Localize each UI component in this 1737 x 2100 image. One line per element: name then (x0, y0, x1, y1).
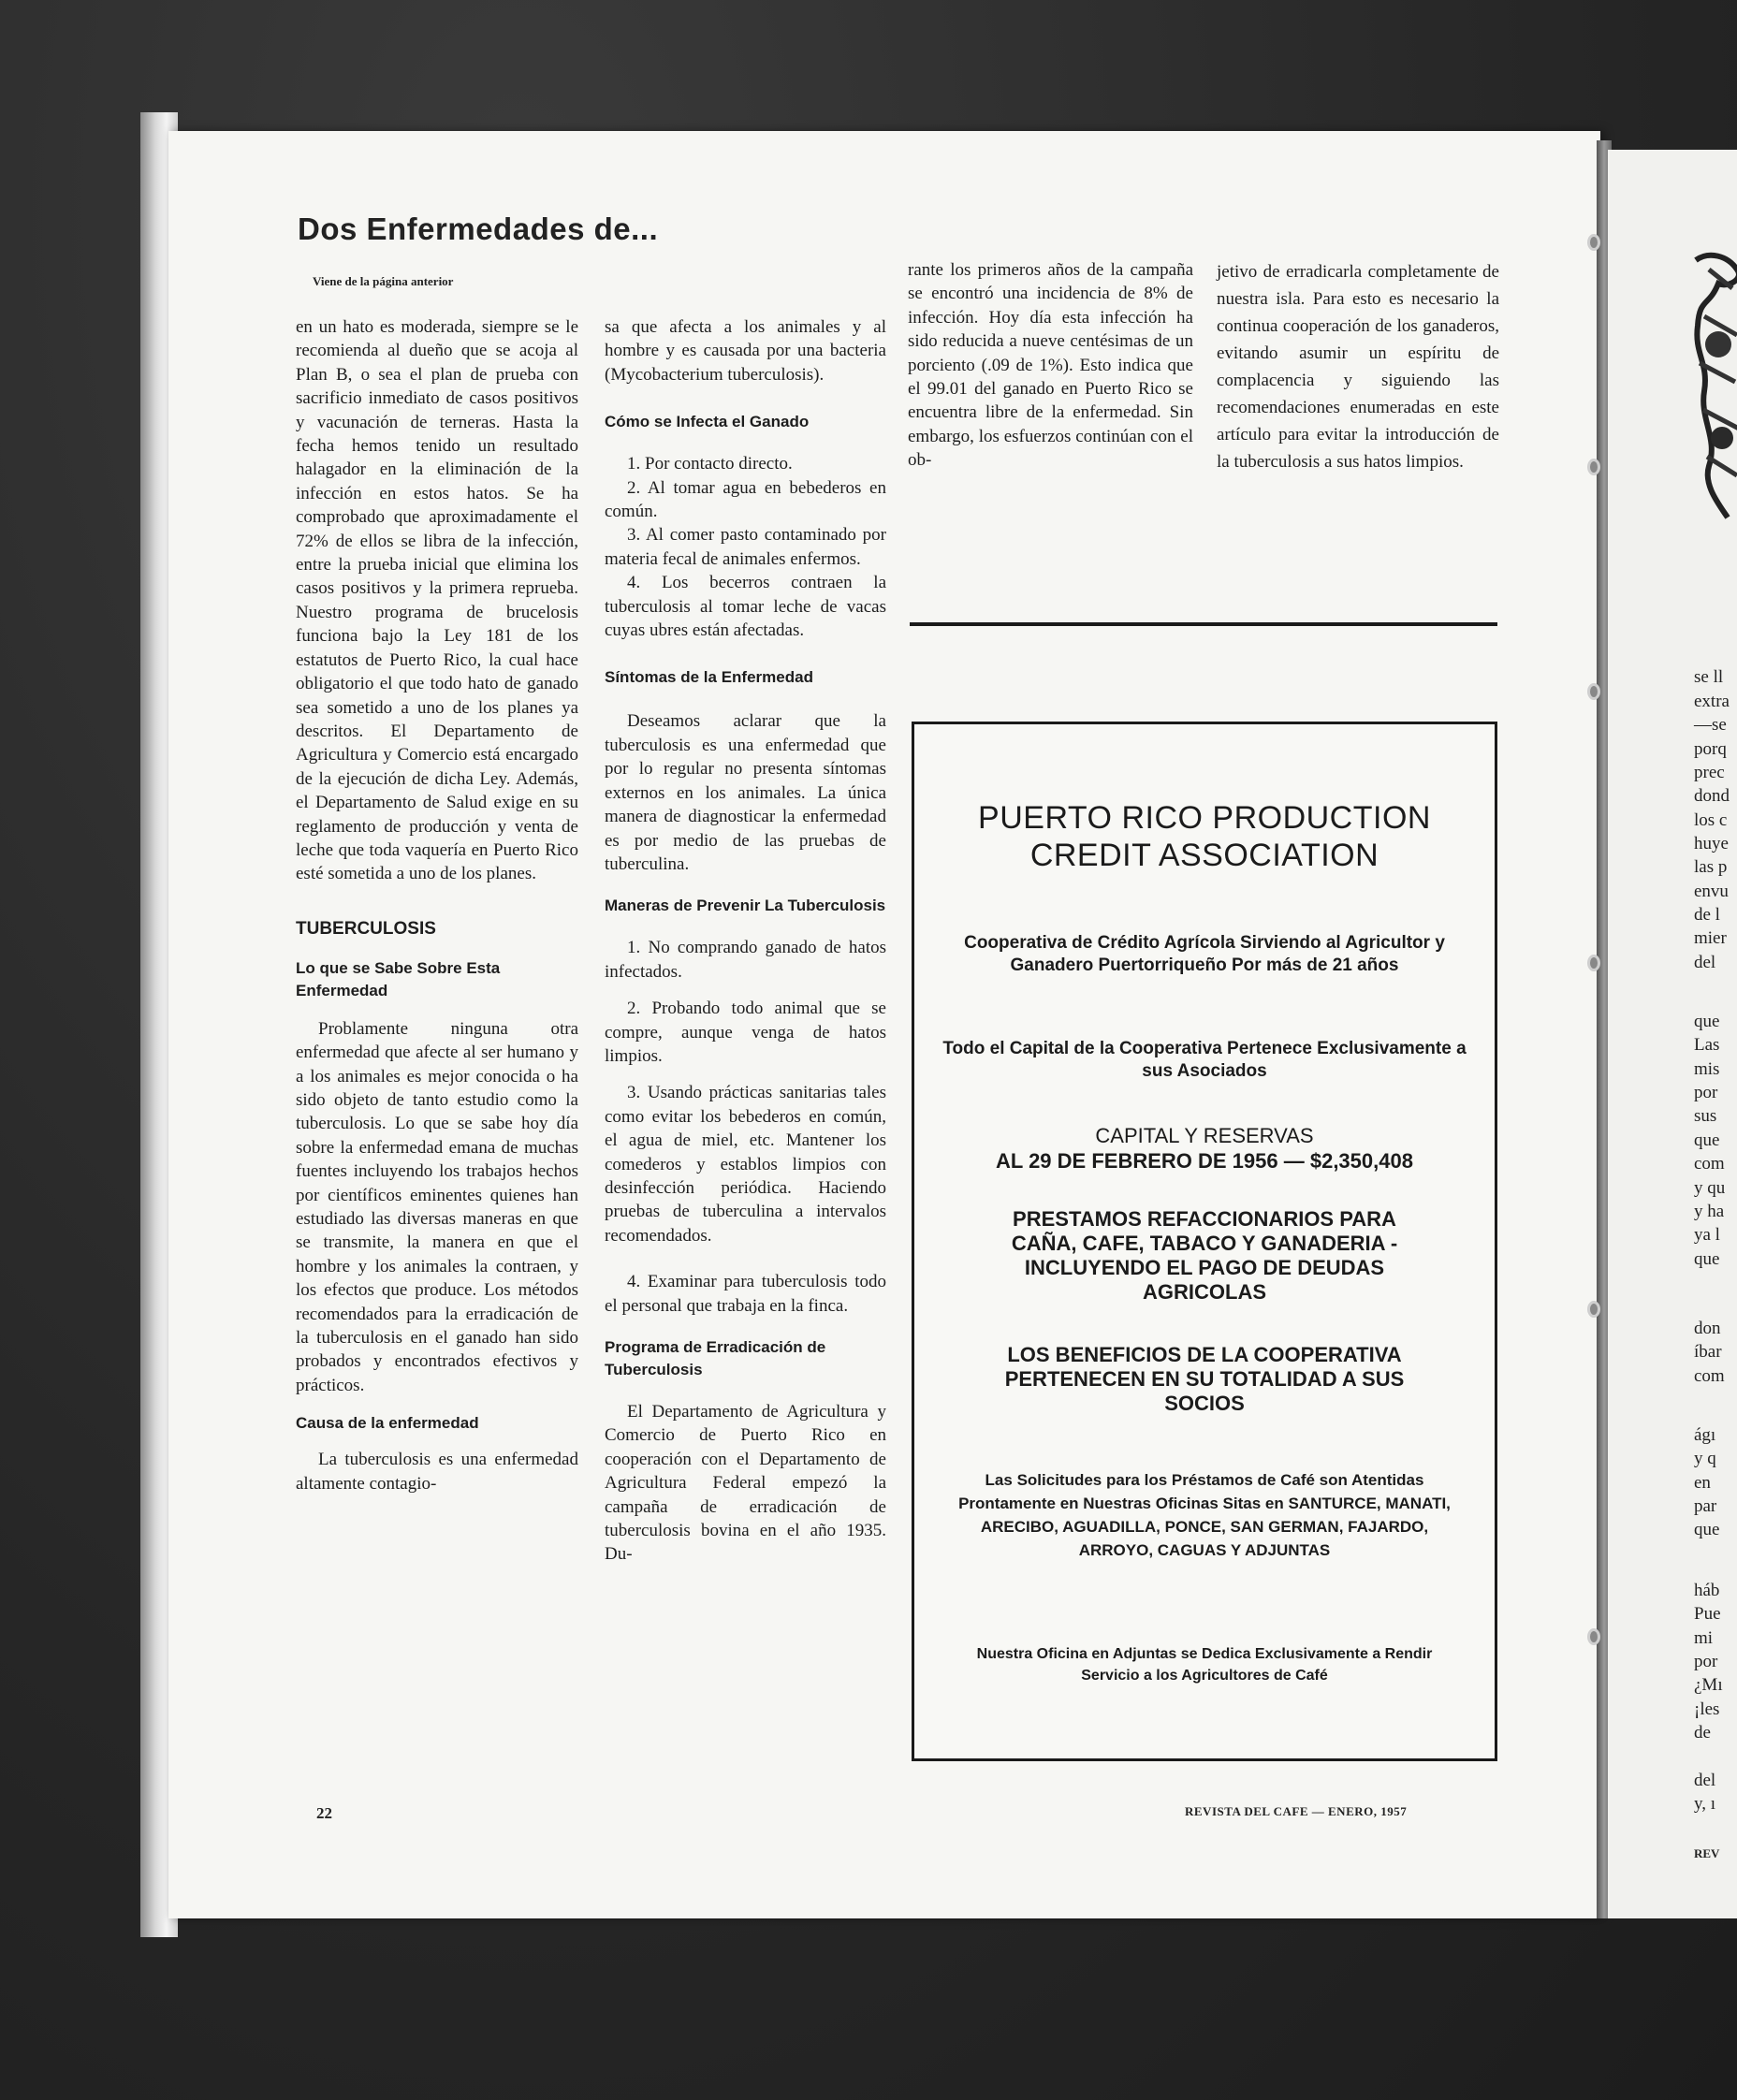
engraving-illustration (1690, 251, 1737, 522)
next-page-line: que (1694, 1520, 1720, 1539)
paragraph: El Departamento de Agricultura y Comercio de Puerto Rico en cooperación con el Departamento de Agricultura Federal empezó la campaña de erradicación de tuberculosis bovina en el año 1935. Du- (605, 1402, 886, 1565)
next-page-line: ya l (1694, 1225, 1720, 1245)
article-title: Dos Enfermedades de... (298, 211, 659, 246)
next-page-line: com (1694, 1366, 1725, 1386)
text-column-4 (1217, 258, 1499, 475)
next-page-line: don (1694, 1319, 1721, 1338)
list-item: 4. Los becerros contraen la tuberculosis al tomar leche de vacas cuyas ubres están afectadas. (605, 573, 886, 641)
running-footer: REVISTA DEL CAFE — ENERO, 1957 (1185, 1804, 1408, 1818)
next-page-line: y q (1694, 1449, 1716, 1468)
ad-loans: PRESTAMOS REFACCIONARIOS PARA CAÑA, CAFE, TABACO Y GANADERIA - INCLUYENDO EL PAGO DE DEUDAS AGRICOLAS (1011, 1207, 1398, 1304)
list-item: 3. Al comer pasto contaminado por materia fecal de animales enfermos. (605, 525, 886, 569)
list-item: 3. Usando prácticas sanitarias tales como evitar los bebederos en común, el agua de miel, etc. Mantener los comederos y establos limpios con desinfección periódica. Haciendo pruebas de tuberculina a intervalos recomendados. (605, 1083, 886, 1246)
text-column-3 (908, 258, 1193, 473)
section-heading: TUBERCULOSIS (296, 918, 436, 939)
next-page-line: de (1694, 1723, 1711, 1743)
next-page-line: del (1694, 1771, 1716, 1790)
next-page-line: las p (1694, 857, 1728, 877)
section-heading: Cómo se Infecta el Ganado (605, 413, 810, 431)
paragraph: jetivo de erradicarla completamente de nuestra isla. Para esto es necesario la continua cooperación de los ganaderos, evitando asumir un espíritu de complacencia y siguiendo las recomendaciones enumeradas en este artículo para evitar la introducción de la tuberculosis a sus hatos limpios. (1217, 262, 1499, 472)
next-page-line: que (1694, 1249, 1720, 1269)
binding-ring (1587, 683, 1600, 700)
binding-ring (1587, 1628, 1600, 1645)
text-column-1 (296, 315, 578, 1495)
list-item: 1. Por contacto directo. (627, 454, 793, 474)
next-page-line: y, ı (1694, 1794, 1716, 1814)
binding-ring (1587, 955, 1600, 971)
list-item: 2. Probando todo animal que se compre, aunque venga de hatos limpios. (605, 999, 886, 1066)
next-page-line: ¿Mı (1694, 1675, 1723, 1695)
next-page-line: mi (1694, 1628, 1714, 1648)
next-page-line: que (1694, 1012, 1720, 1031)
ad-title-line: CREDIT ASSOCIATION (1029, 838, 1379, 873)
list-item: 1. No comprando ganado de hatos infectados. (605, 938, 886, 982)
next-page-line: porq (1694, 739, 1727, 759)
ad-title (914, 799, 1495, 874)
ad-capital-heading: CAPITAL Y RESERVAS (1095, 1124, 1314, 1147)
next-page-line: —se (1694, 715, 1727, 735)
next-page-line: Las (1694, 1035, 1720, 1055)
binding-ring (1587, 234, 1600, 251)
next-page-line: com (1694, 1154, 1725, 1174)
next-page-line: ágı (1694, 1425, 1716, 1445)
ad-adjuntas-note: Nuestra Oficina en Adjuntas se Dedica Exclusivamente a Rendir Servicio a los Agricultores de Café (976, 1646, 1433, 1684)
next-page-line: en (1694, 1473, 1711, 1493)
next-page-line: mier (1694, 928, 1727, 948)
section-heading: Maneras de Prevenir La Tuberculosis (605, 897, 886, 915)
next-page-line: dond (1694, 786, 1730, 806)
next-page-line: ¡les (1694, 1699, 1720, 1719)
text-column-2 (605, 315, 886, 1567)
ad-tagline: Cooperativa de Crédito Agrícola Sirviendo al Agricultor y Ganadero Puertorriqueño Por más de 21 años (964, 933, 1445, 975)
section-heading: Causa de la enfermedad (296, 1414, 479, 1433)
ad-offices: Las Solicitudes para los Préstamos de Café son Atentidas Prontamente en Nuestras Oficinas Sitas en SANTURCE, MANATI, ARECIBO, AGUADILLA, PONCE, SAN GERMAN, FAJARDO, ARROYO, CAGUAS Y ADJUNTAS (958, 1471, 1451, 1559)
next-page-line: que (1694, 1130, 1720, 1150)
horizontal-rule (910, 622, 1497, 626)
list-item: 4. Examinar para tuberculosis todo el personal que trabaja en la finca. (605, 1272, 886, 1316)
next-page-line: y ha (1694, 1202, 1725, 1221)
page-number: 22 (316, 1804, 332, 1822)
ad-capital-amount: AL 29 DE FEBRERO DE 1956 — $2,350,408 (996, 1149, 1413, 1173)
section-heading: Programa de Erradicación de Tuberculosis (605, 1338, 826, 1378)
paragraph: en un hato es moderada, siempre se le recomienda al dueño que se acoja al Plan B, o sea el plan de prueba con sacrificio inmediato de casos positivos y vacunación de terneras. Hasta la fecha hemos tenido un resultado halagador en la eliminación de la infección en estos hatos. Se ha comprobado que aproximadamente el 72% de ellos se libra de la infección, entre la prueba inicial que elimina los casos positivos y la primera reprueba. Nuestro programa de brucelosis funciona bajo la Ley 181 de los estatutos de Puerto Rico, la cual hace obligatorio el que todo hato de ganado sea sometido a uno de los planes ya descritos. El Departamento de Agricultura y Comercio está encargado de la ejecución de dicha Ley. Además, el Departamento de Salud exige en su reglamento de producción y venta de leche que toda vaquería en Puerto Rico esté sometida a uno de los planes. (296, 317, 578, 884)
paragraph: sa que afecta a los animales y al hombre y es causada por una bacteria (Mycobacterium tuberculosis). (605, 317, 886, 385)
next-page-line: extra (1694, 692, 1730, 711)
next-page-line: mis (1694, 1059, 1720, 1079)
ad-capital-reserves (933, 1123, 1476, 1174)
paragraph: Deseamos aclarar que la tuberculosis es una enfermedad que por lo regular no presenta síntomas externos en los animales. La única manera de diagnosticar la enfermedad es por medio de las pruebas de tuberculina. (605, 711, 886, 874)
paragraph: La tuberculosis es una enfermedad altamente contagio- (296, 1450, 578, 1494)
binding-ring (1587, 1301, 1600, 1318)
next-page-line: envu (1694, 882, 1729, 901)
next-page-line: íbar (1694, 1342, 1722, 1362)
next-page-line: par (1694, 1496, 1717, 1516)
list-item: 2. Al tomar agua en bebederos en común. (605, 477, 886, 522)
next-page-line: del (1694, 953, 1716, 972)
ad-capital-note: Todo el Capital de la Cooperativa Pertenece Exclusivamente a sus Asociados (942, 1039, 1467, 1081)
next-page-line: por (1694, 1083, 1718, 1102)
ad-benefits: LOS BENEFICIOS DE LA COOPERATIVA PERTENECEN EN SU TOTALIDAD A SUS SOCIOS (1004, 1343, 1405, 1415)
section-heading: Síntomas de la Enfermedad (605, 668, 813, 687)
next-page-line: se ll (1694, 667, 1724, 687)
paragraph: Problamente ninguna otra enfermedad que afecte al ser humano y a los animales es mejor conocida o ha sido objeto de tanto estudio como la tuberculosis. Lo que se sabe hoy día sobre la enfermedad emana de muchas fuentes incluyendo los trabajos hechos por científicos eminentes quienes han estudiado las diversas maneras en que se transmite, la manera en que el hombre y los animales la contraen, y los efectos que produce. Los métodos recomendados para la erradicación de la tuberculosis en el ganado han sido probados y encontrados efectivos y prácticos. (296, 1018, 578, 1395)
advertisement-box (912, 722, 1497, 1761)
continued-note: Viene de la página anterior (313, 274, 454, 288)
next-page-line: y qu (1694, 1178, 1726, 1198)
next-page-line: los c (1694, 810, 1728, 830)
next-page-line: Pue (1694, 1604, 1721, 1624)
ad-title-line: PUERTO RICO PRODUCTION (978, 800, 1431, 836)
next-page-line: por (1694, 1652, 1718, 1671)
paragraph: rante los primeros años de la campaña se encontró una incidencia de 8% de infección. Hoy día esta infección ha sido reducida a nueve centésimas de un porciento (.09 de 1%). Esto indica que el 99.01 del ganado en Puerto Rico se encuentra libre de la enfermedad. Sin embargo, los esfuerzos continúan con el ob- (908, 260, 1193, 471)
next-page-line: háb (1694, 1581, 1720, 1600)
next-page-line: de l (1694, 905, 1720, 925)
section-heading: Lo que se Sabe Sobre Esta Enfermedad (296, 958, 501, 999)
next-page-line: huye (1694, 834, 1729, 853)
next-page-line: REV (1694, 1846, 1720, 1860)
binding-ring (1587, 459, 1600, 475)
next-page-line: prec (1694, 763, 1725, 782)
next-page-line: sus (1694, 1106, 1717, 1126)
